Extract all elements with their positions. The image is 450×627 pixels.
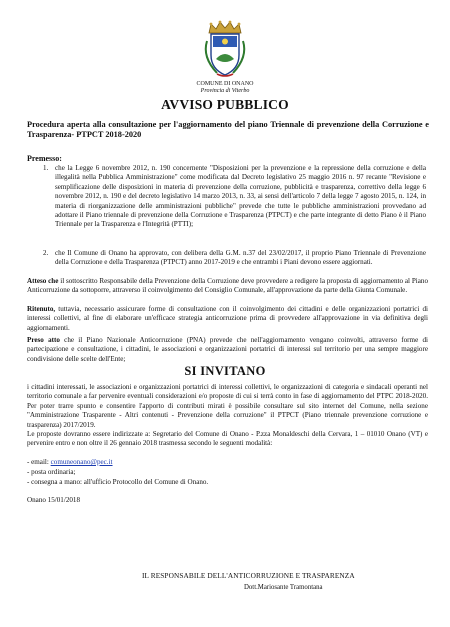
consegna-line: - consegna a mano: all'ufficio Protocollo del Comune di Onano. bbox=[27, 478, 209, 486]
preso-atto-text: che il Piano Nazionale Anticorruzione (PNA) prevede che nell'aggiornamento vengano coinvolti, attraverso forme di partecipazione e consultazione, i cittadini, le associazioni e organizzazioni portatrici di interessi sul territorio per una sempre maggiore condivisione delle scelte dell'Ente; bbox=[27, 336, 428, 363]
comune-name: COMUNE DI ONANO bbox=[196, 81, 254, 87]
signature-role: IL RESPONSABILE DELL'ANTICORRUZIONE E TRASPARENZA bbox=[142, 571, 355, 580]
premesso-heading: Premesso: bbox=[27, 154, 62, 163]
invitano-paragraph: i cittadini interessati, le associazioni e organizzazioni portatrici di interessi collettivi, le organizzazioni di categoria e sindacali operanti nel territorio comunale a far pervenire eventuali considerazioni e/o proposte di cui si terrà conto in fase di aggiornamento del PTPC 2018-2020. Per poter trarre spunto e consentire l'apporto di contributi mirati è possibile consultare sul sito internet del Comune, nella sezione "Amministrazione Trasparente - Altri contenuti - Prevenzione della corruzione" il PTPCT (Piano triennale prevenzione corruzione e trasparenza) 2017/2019. bbox=[27, 383, 428, 429]
ritenuto-text: tuttavia, necessario assicurare forme di consultazione con il coinvolgimento dei cittadini e delle organizzazioni portatrici di interessi collettivi, al fine di elaborare un'efficace strategia anticorruzione prima di provvedere all'approvazione in via definitiva degli aggiornamenti. bbox=[27, 305, 428, 332]
atteso-paragraph bbox=[27, 277, 428, 296]
email-link[interactable]: comuneonano@pec.it bbox=[50, 458, 113, 466]
ritenuto-lead: Ritenuto, bbox=[27, 305, 56, 313]
premesso-item: che la Legge 6 novembre 2012, n. 190 concernente "Disposizioni per la prevenzione e la repressione della corruzione e della illegalità nella Pubblica Amministrazione" come modificata dal Decreto legislativo 25 maggio 2016 n. 97 recante "Revisione e semplificazione delle disposizioni in materia di prevenzione della corruzione, pubblicità e trasparenza, correttivo della legge 6 novembre 2012, n. 190 e del decreto legislativo 14 marzo 2013, n. 33, ai sensi dell'articolo 7 della legge 7 agosto 2015, n. 124, in materia di riorganizzazione delle amministrazioni pubbliche" prevede che tutte le pubbliche amministrazioni provvedano ad adottare il Piano triennale di prevenzione della Corruzione e Trasparenza (PTPCT) e che parte integrante di detto Piano è il Piano Triennale per la Trasparenza e l'Integrità (PTTI); bbox=[55, 164, 426, 229]
ritenuto-paragraph bbox=[27, 305, 428, 333]
list-item-number: 2. bbox=[43, 249, 49, 257]
email-line bbox=[27, 458, 113, 467]
document-subject: Procedura aperta alla consultazione per l'aggiornamento del piano Triennale di prevenzione della Corruzione e Trasparenza- PTPCT 2018-2020 bbox=[27, 120, 429, 139]
atteso-text: il sottoscritto Responsabile della Prevenzione della Corruzione deve provvedere a redigere la proposta di aggiornamento al Piano Anticorruzione da sottoporre, attraverso il coinvolgimento del Consiglio Comunale, all'approvazione da parte della Giunta Comunale. bbox=[27, 277, 428, 295]
posta-line: - posta ordinaria; bbox=[27, 468, 76, 476]
date-line: Onano 15/01/2018 bbox=[27, 496, 81, 504]
proposte-paragraph: Le proposte dovranno essere indirizzate a: Segretario del Comune di Onano - P.zza Monaldeschi della Cervara, 1 – 01010 Onano (VT) e pervenire entro e non oltre il 26 gennaio 2018 trasmessa secondo le seguenti modalità: bbox=[27, 430, 428, 448]
provincia-name: Provincia di Viterbo bbox=[200, 88, 250, 94]
municipal-crest-icon bbox=[199, 19, 251, 79]
list-item-number: 1. bbox=[43, 164, 49, 172]
signature-name: Dott.Mariosante Tramontana bbox=[244, 584, 323, 591]
page-title: AVVISO PUBBLICO bbox=[161, 97, 289, 112]
premesso-item: che Il Comune di Onano ha approvato, con delibera della G.M. n.37 del 23/02/2017, il proprio Piano Triennale di Prevenzione della Corruzione e della Trasparenza (PTPCT) anno 2017-2019 e che entrambi i Piani devono essere aggiornati. bbox=[55, 249, 426, 267]
atteso-lead: Atteso che bbox=[27, 277, 59, 285]
preso-atto-lead: Preso atto bbox=[27, 336, 60, 344]
email-prefix: - email: bbox=[27, 458, 51, 466]
preso-atto-paragraph bbox=[27, 336, 428, 364]
invitano-heading: SI INVITANO bbox=[184, 364, 266, 378]
